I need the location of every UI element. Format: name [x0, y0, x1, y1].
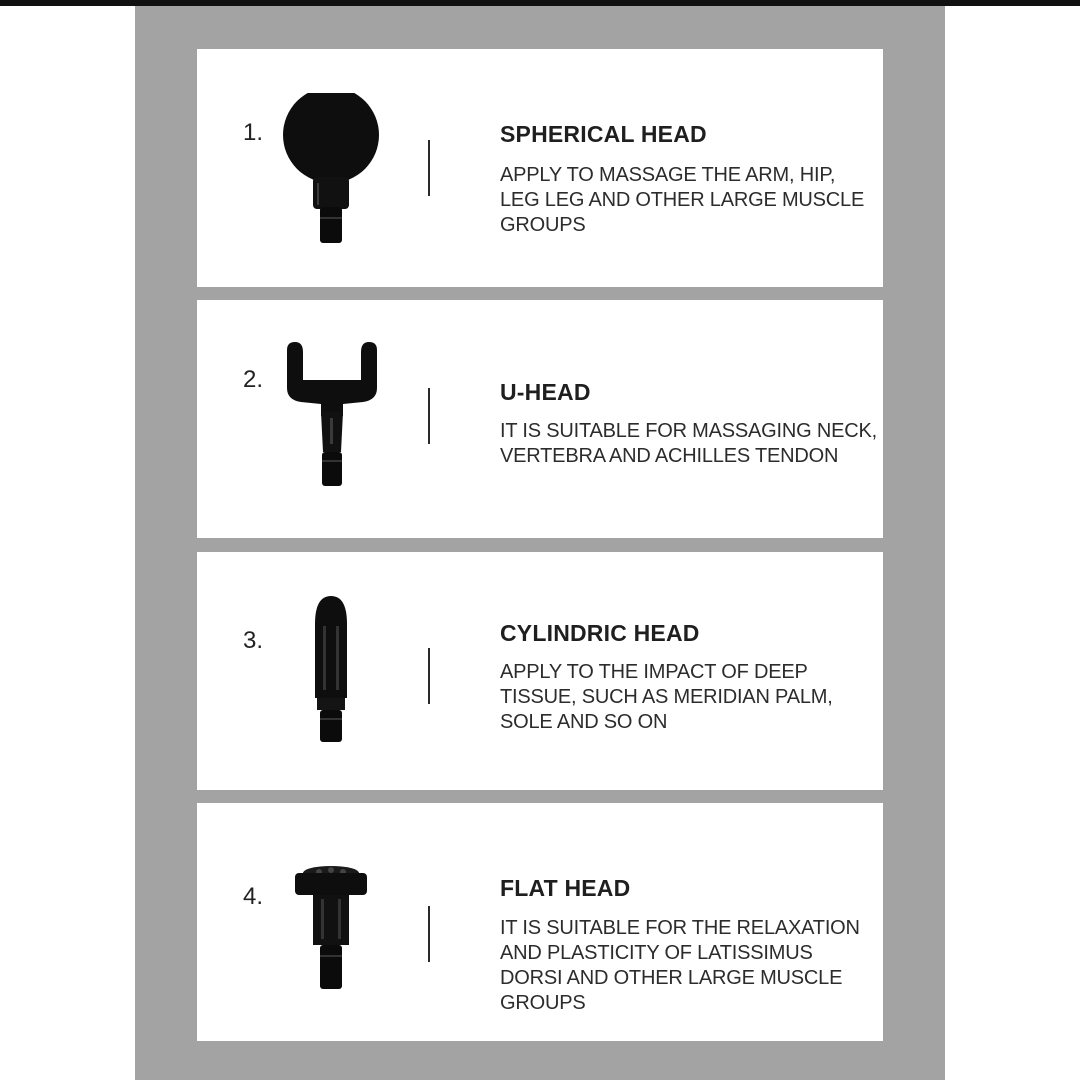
item-title: CYLINDRIC HEAD — [500, 620, 700, 646]
item-description: IT IS SUITABLE FOR THE RELAXATION AND PLASTICITY OF LATISSIMUS DORSI AND OTHER LARGE MUSCLE GROUPS — [500, 917, 860, 1014]
item-number: 3. — [243, 627, 264, 654]
head-card-spherical — [197, 49, 883, 287]
divider — [428, 388, 430, 444]
item-number: 1. — [243, 119, 264, 146]
divider — [428, 140, 430, 196]
head-card-cylindric — [197, 552, 883, 790]
divider — [428, 648, 430, 704]
flat-head-icon — [293, 863, 369, 993]
item-title: SPHERICAL HEAD — [500, 121, 707, 147]
item-description: APPLY TO THE IMPACT OF DEEP TISSUE, SUCH AS MERIDIAN PALM, SOLE AND SO ON — [500, 661, 833, 733]
divider — [428, 906, 430, 962]
product-panel — [135, 6, 945, 1080]
cylindric-head-icon — [309, 594, 353, 744]
head-card-u — [197, 300, 883, 538]
u-head-icon — [277, 340, 387, 490]
item-title: U-HEAD — [500, 379, 591, 405]
item-description: IT IS SUITABLE FOR MASSAGING NECK, VERTEBRA AND ACHILLES TENDON — [500, 420, 877, 467]
item-number: 4. — [243, 883, 264, 910]
spherical-head-icon — [281, 93, 381, 247]
head-card-flat — [197, 803, 883, 1041]
item-number: 2. — [243, 366, 264, 393]
item-title: FLAT HEAD — [500, 875, 631, 901]
item-description: APPLY TO MASSAGE THE ARM, HIP, LEG LEG AND OTHER LARGE MUSCLE GROUPS — [500, 164, 865, 236]
